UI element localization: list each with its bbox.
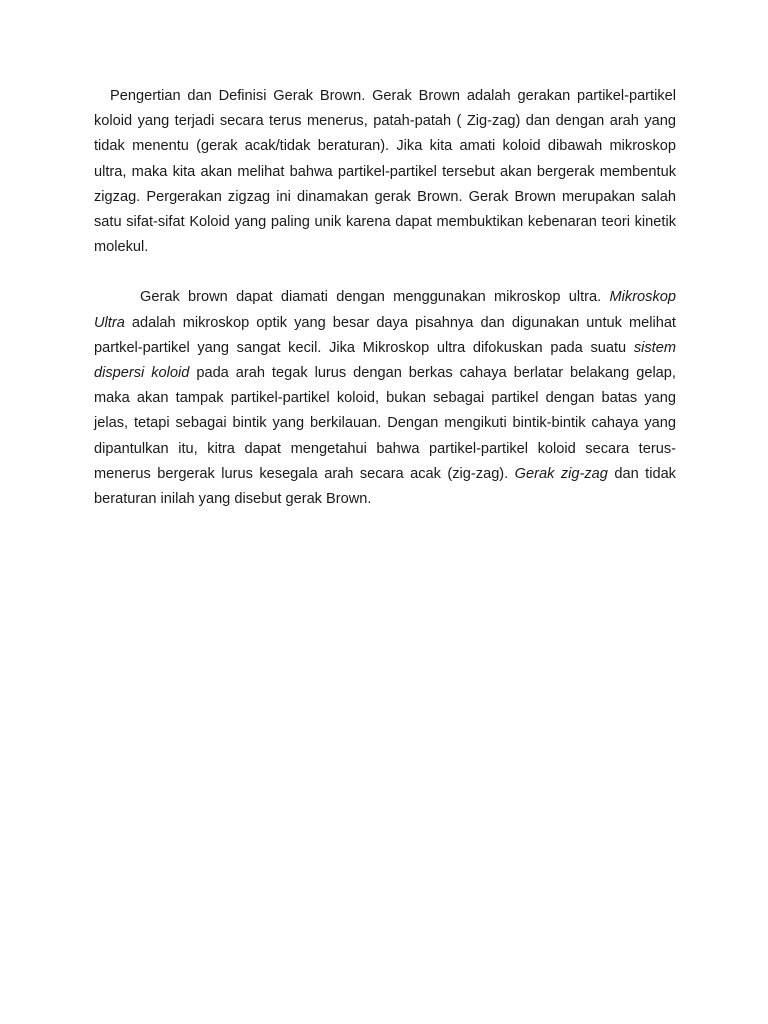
term-mikroskop-ultra: Mikroskop Ultra xyxy=(94,289,676,331)
term-sistem-dispersi-koloid: sistem dispersi koloid xyxy=(94,339,676,382)
paragraph-2-text-2: adalah mikroskop optik yang besar daya pisahnya dan digunakan untuk melihat partkel-partikel yang sangat kecil. Jika Mikroskop ultra difokuskan pada suatu xyxy=(94,314,676,356)
paragraph-mikroskop-ultra xyxy=(94,285,676,512)
paragraph-1-text: Pengertian dan Definisi Gerak Brown. Gerak Brown adalah gerakan partikel-partikel koloid yang terjadi secara terus menerus, patah-patah ( Zig-zag) dan dengan arah yang tidak menentu (gerak acak/tidak beraturan). Jika kita amati koloid dibawah mikroskop ultra, maka kita akan melihat bahwa partikel-partikel tersebut akan bergerak membentuk zigzag. Pergerakan zigzag ini dinamakan gerak Brown. Gerak Brown merupakan salah satu sifat-sifat Koloid yang paling unik karena dapat membuktikan kebenaran teori kinetik molekul. xyxy=(94,88,676,256)
paragraph-gerak-brown-definition xyxy=(94,84,676,260)
term-gerak-zig-zag: Gerak zig-zag xyxy=(514,465,608,482)
document-body xyxy=(94,84,676,512)
paragraph-2-text-4: dan tidak beraturan inilah yang disebut gerak Brown. xyxy=(94,465,676,508)
paragraph-2-text-1: Gerak brown dapat diamati dengan menggunakan mikroskop ultra. xyxy=(140,289,610,306)
paragraph-2-text-3: pada arah tegak lurus dengan berkas cahaya berlatar belakang gelap, maka akan tampak partikel-partikel koloid, bukan sebagai partikel dengan batas yang jelas, tetapi sebagai bintik yang berkilauan. Dengan mengikuti bintik-bintik cahaya yang dipantulkan itu, kitra dapat mengetahui bahwa partikel-partikel koloid secara terus-menerus bergerak lurus kesegala arah secara acak (zig-zag). xyxy=(94,365,676,482)
